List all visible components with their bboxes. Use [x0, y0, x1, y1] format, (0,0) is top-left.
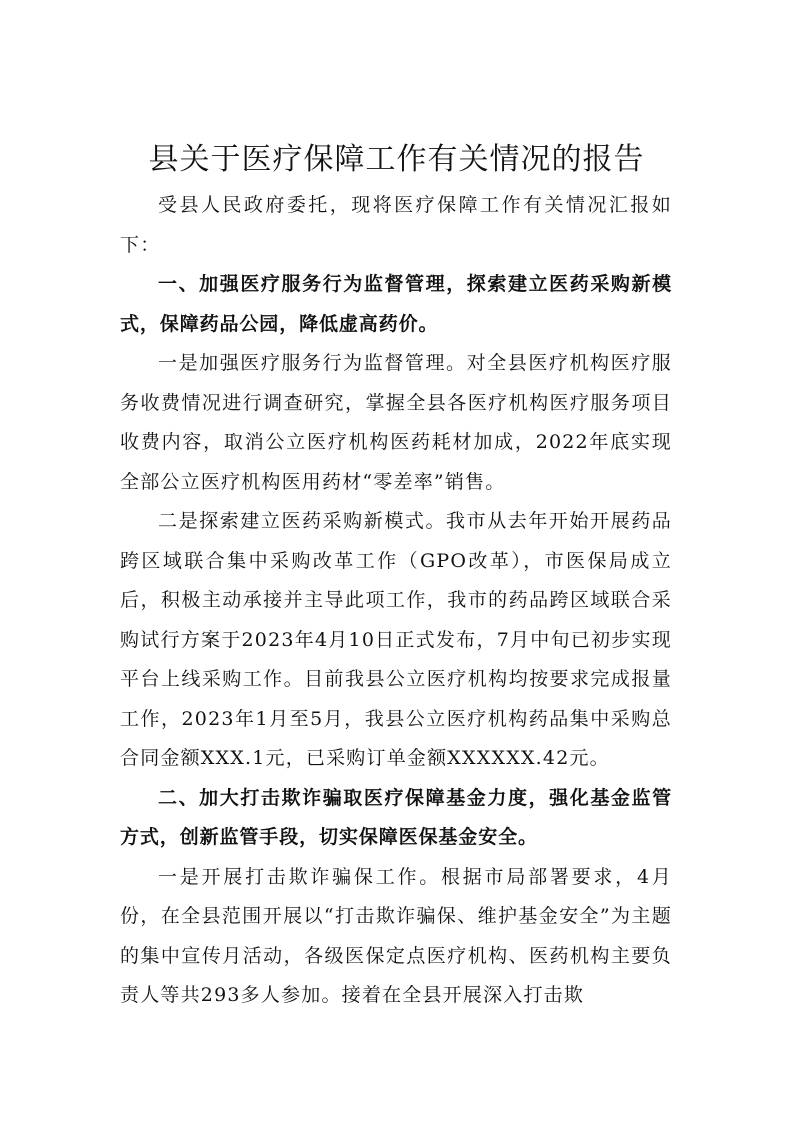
section-heading-2: 二、加大打击欺诈骗取医疗保障基金力度，强化基金监管方式，创新监管手段，切实保障医保基金安全。: [120, 786, 672, 848]
section-heading-1: 一、加强医疗服务行为监督管理，探索建立医药采购新模式，保障药品公园，降低虚高药价。: [120, 273, 672, 335]
intro-paragraph: 受县人民政府委托，现将医疗保障工作有关情况汇报如下：: [120, 194, 672, 256]
page-title: 县关于医疗保障工作有关情况的报告: [148, 142, 645, 177]
body-paragraph: 一是开展打击欺诈骗保工作。根据市局部署要求，4月份，在全县范围开展以“打击欺诈骗保、维护基金安全”为主题的集中宣传月活动，各级医保定点医疗机构、医药机构主要负责人等共293多人参加。接着在全县开展深入打击欺: [120, 865, 672, 1006]
document-body: [120, 186, 672, 1016]
body-paragraph: 二是探索建立医药采购新模式。我市从去年开始开展药品跨区域联合集中采购改革工作（GPO改革），市医保局成立后，积极主动承接并主导此项工作，我市的药品跨区域联合采购试行方案于2023年4月10日正式发布，7月中旬已初步实现平台上线采购工作。目前我县公立医疗机构均按要求完成报量工作，2023年1月至5月，我县公立医疗机构药品集中采购总合同金额XXX.1元，已采购订单金额XXXXXX.42元。: [120, 510, 672, 769]
body-paragraph: 一是加强医疗服务行为监督管理。对全县医疗机构医疗服务收费情况进行调查研究，掌握全县各医疗机构医疗服务项目收费内容，取消公立医疗机构医药耗材加成，2022年底实现全部公立医疗机构医用药材“零差率”销售。: [120, 352, 672, 493]
